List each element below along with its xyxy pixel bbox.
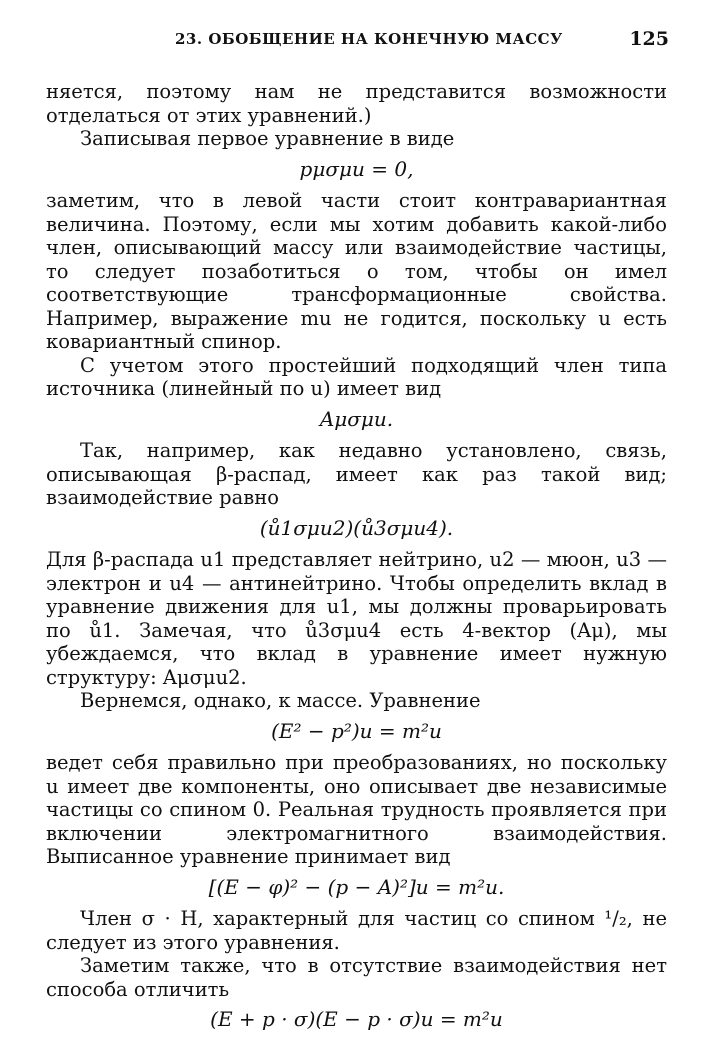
equation-2: Aμσμu. xyxy=(319,406,394,431)
paragraph-9: Член σ · H, характерный для частиц со спином ¹/₂, не следует из этого уравнения. xyxy=(46,907,667,954)
paragraph-6: Для β-распада u1 представляет нейтрино, u2 — мюон, u3 — электрон и u4 — антинейтрино. Чтобы определить вклад в уравнение движения для u1, мы должны проварьировать по ů1. Замечая, что ů3σμu4 есть 4-вектор (Aμ), мы убеждаемся, что вклад в уравнение имеет нужную структуру: Aμσμu2. xyxy=(46,548,667,689)
page-body xyxy=(46,80,667,1040)
running-title: 23. ОБОБЩЕНИЕ НА КОНЕЧНУЮ МАССУ xyxy=(175,30,563,48)
equation-3: (ů1σμu2)(ů3σμu4). xyxy=(259,515,454,540)
equation-4: (E² − p²)u = m²u xyxy=(271,718,442,743)
paragraph-3: заметим, что в левой части стоит контравариантная величина. Поэтому, если мы хотим добавить какой-либо член, описывающий массу или взаимодействие частицы, то следует позаботиться о том, чтобы он имел соответствующие трансформационные свойства. Например, выражение mu не годится, поскольку u есть ковариантный спинор. xyxy=(46,189,667,353)
page-header xyxy=(175,28,669,52)
paragraph-2: Записывая первое уравнение в виде xyxy=(80,127,455,150)
equation-1: pμσμu = 0, xyxy=(299,156,414,181)
paragraph-8: ведет себя правильно при преобразованиях, но поскольку u имеет две компоненты, оно описывает две независимые частицы со спином 0. Реальная трудность проявляется при включении электромагнитного взаимодействия. Выписанное уравнение принимает вид xyxy=(46,751,667,868)
equation-5: [(E − φ)² − (p − A)²]u = m²u. xyxy=(208,874,505,899)
paragraph-7: Вернемся, однако, к массе. Уравнение xyxy=(80,689,481,712)
paragraph-10: Заметим также, что в отсутствие взаимодействия нет способа отличить xyxy=(46,954,667,1001)
paragraph-1: няется, поэтому нам не представится возможности отделаться от этих уравнений.) xyxy=(46,80,667,127)
paragraph-4: С учетом этого простейший подходящий член типа источника (линейный по u) имеет вид xyxy=(46,353,667,400)
paragraph-5: Так, например, как недавно установлено, связь, описывающая β-распад, имеет как раз такой вид; взаимодействие равно xyxy=(46,439,667,509)
page-number: 125 xyxy=(629,28,669,50)
equation-6: (E + p · σ)(E − p · σ)u = m²u xyxy=(210,1007,503,1031)
